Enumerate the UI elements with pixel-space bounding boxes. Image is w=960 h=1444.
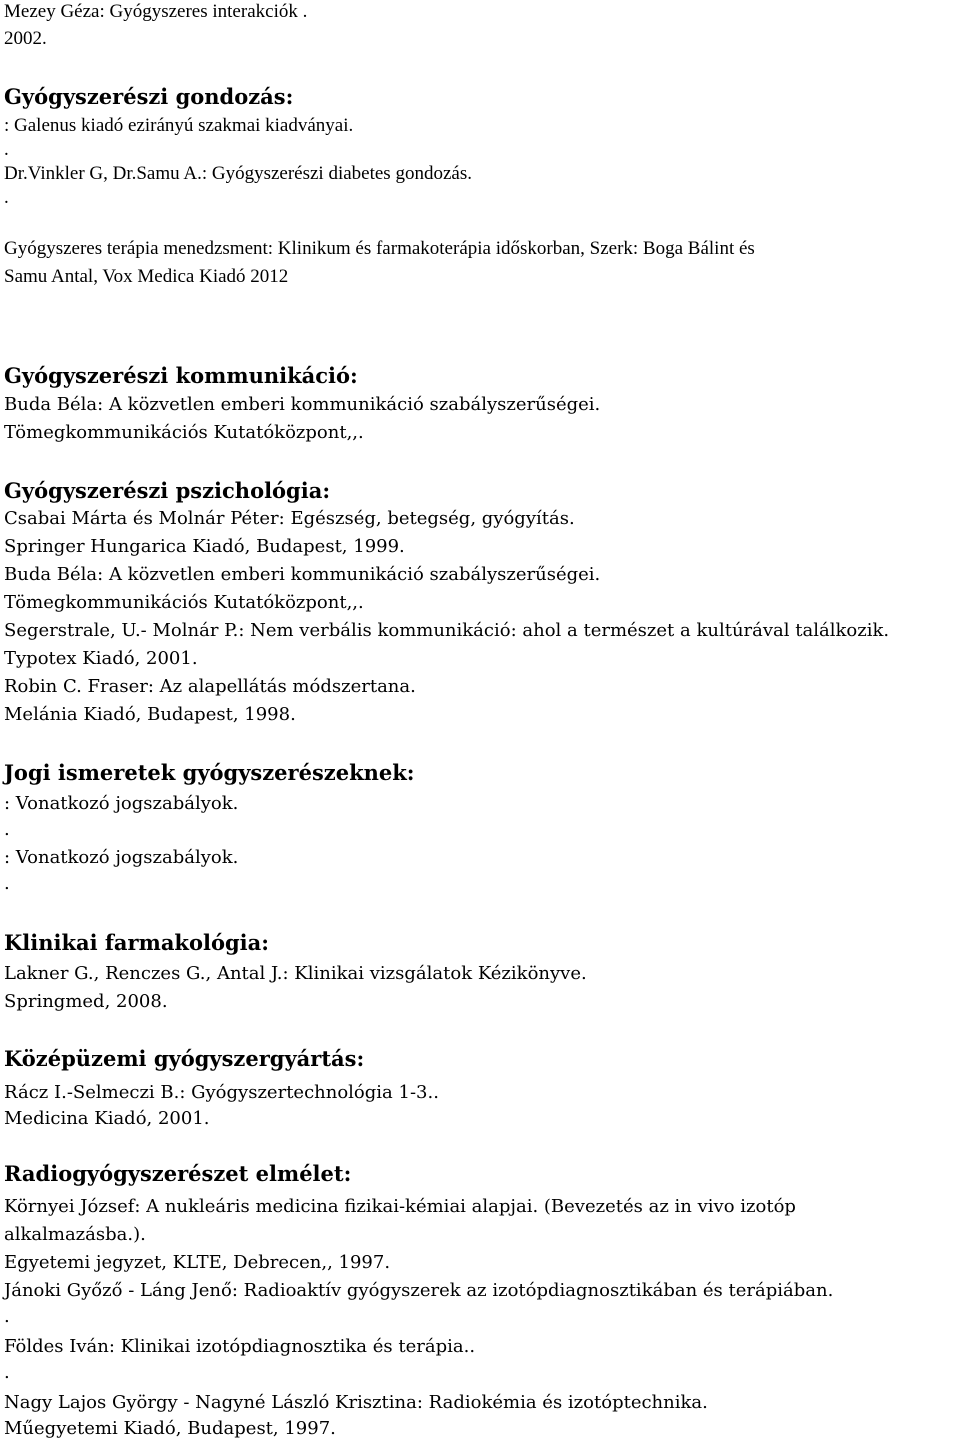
text-line: : Vonatkozó jogszabályok. <box>4 847 239 868</box>
text-line: Mezey Géza: Gyógyszeres interakciók . <box>4 1 308 22</box>
text-line: Rácz I.-Selmeczi B.: Gyógyszertechnológia 1-3.. <box>4 1082 439 1103</box>
text-line: Tömegkommunikációs Kutatóközpont,,. <box>4 422 364 443</box>
text-line: Jánoki Győző - Láng Jenő: Radioaktív gyógyszerek az izotópdiagnosztikában és terápiában. <box>4 1280 834 1301</box>
section-heading: Radiogyógyszerészet elmélet: <box>4 1161 352 1186</box>
text-line: Buda Béla: A közvetlen emberi kommunikáció szabályszerűségei. <box>4 394 601 415</box>
text-line: Melánia Kiadó, Budapest, 1998. <box>4 704 296 725</box>
section-heading: Középüzemi gyógyszergyártás: <box>4 1046 365 1071</box>
text-line: . <box>4 187 9 208</box>
text-line: Springer Hungarica Kiadó, Budapest, 1999. <box>4 536 405 557</box>
text-line: . <box>4 1306 10 1327</box>
text-line: Dr.Vinkler G, Dr.Samu A.: Gyógyszerészi diabetes gondozás. <box>4 163 472 184</box>
text-line: Egyetemi jegyzet, KLTE, Debrecen,, 1997. <box>4 1252 391 1273</box>
text-line: Földes Iván: Klinikai izotópdiagnosztika és terápia.. <box>4 1336 476 1357</box>
text-line: Typotex Kiadó, 2001. <box>4 648 198 669</box>
text-line: 2002. <box>4 28 47 49</box>
text-line: . <box>4 819 10 840</box>
text-line: . <box>4 139 9 160</box>
text-line: . <box>4 1362 10 1383</box>
text-line: alkalmazásba.). <box>4 1224 146 1245</box>
text-line: Samu Antal, Vox Medica Kiadó 2012 <box>4 266 289 287</box>
section-heading: Gyógyszerészi pszichológia: <box>4 478 331 503</box>
text-line: : Vonatkozó jogszabályok. <box>4 793 239 814</box>
text-line: Nagy Lajos György - Nagyné László Krisztina: Radiokémia és izotóptechnika. <box>4 1392 708 1413</box>
text-line: Segerstrale, U.- Molnár P.: Nem verbális kommunikáció: ahol a természet a kultúrával találkozik. <box>4 620 890 641</box>
text-line: Csabai Márta és Molnár Péter: Egészség, betegség, gyógyítás. <box>4 508 575 529</box>
text-line: Tömegkommunikációs Kutatóközpont,,. <box>4 592 364 613</box>
text-line: : Galenus kiadó ezirányú szakmai kiadványai. <box>4 115 354 136</box>
section-heading: Klinikai farmakológia: <box>4 930 269 955</box>
text-line: Lakner G., Renczes G., Antal J.: Klinikai vizsgálatok Kézikönyve. <box>4 963 587 984</box>
text-line: Robin C. Fraser: Az alapellátás módszertana. <box>4 676 416 697</box>
text-line: Környei József: A nukleáris medicina fizikai-kémiai alapjai. (Bevezetés az in vivo izotóp <box>4 1196 796 1217</box>
text-line: . <box>4 873 10 894</box>
text-line: Buda Béla: A közvetlen emberi kommunikáció szabályszerűségei. <box>4 564 601 585</box>
text-line: Springmed, 2008. <box>4 991 168 1012</box>
section-heading: Gyógyszerészi kommunikáció: <box>4 363 358 388</box>
text-line: Műegyetemi Kiadó, Budapest, 1997. <box>4 1418 336 1439</box>
section-heading: Jogi ismeretek gyógyszerészeknek: <box>4 760 415 785</box>
text-line: Gyógyszeres terápia menedzsment: Klinikum és farmakoterápia időskorban, Szerk: Boga Bálint és <box>4 238 755 259</box>
text-line: Medicina Kiadó, 2001. <box>4 1108 210 1129</box>
section-heading: Gyógyszerészi gondozás: <box>4 84 294 109</box>
